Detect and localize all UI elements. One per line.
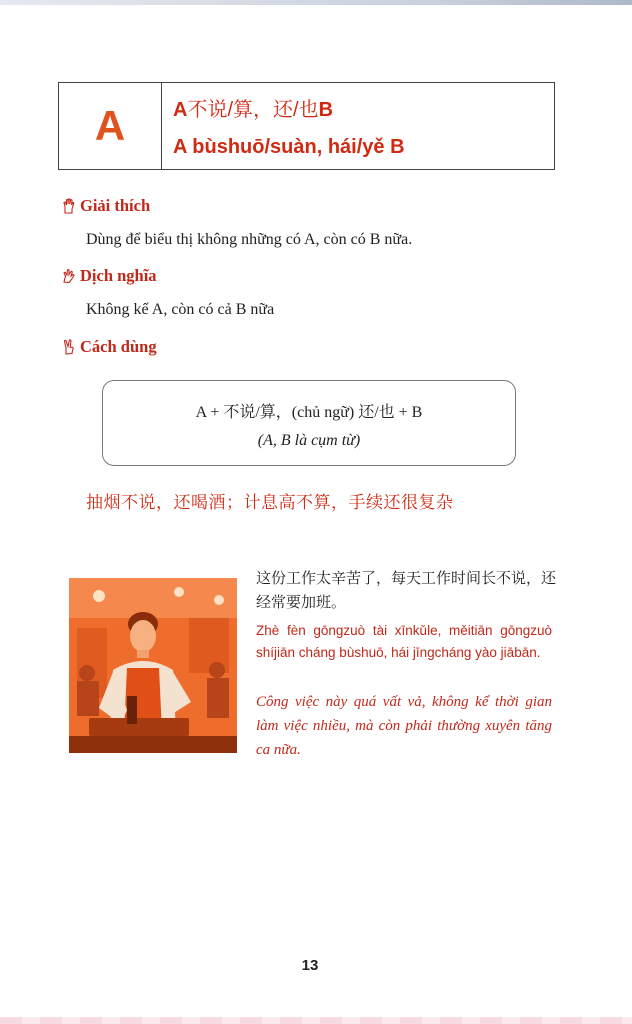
example2-chinese: 这份工作太辛苦了，每天工作时间长不说，还经常要加班。 [256,569,557,611]
example-sentence-chinese: 抽烟不说，还喝酒；计息高不算，手续还很复杂 [86,493,454,513]
worker-illustration-drawing [69,578,237,753]
header-letter-cell [59,83,162,169]
grammar-header-box [58,82,555,170]
formula-note: (A, B là cụm từ) [257,432,361,449]
header-pattern-b: B [318,99,334,121]
hand-icon [62,198,76,214]
section-usage-title [62,337,157,357]
section-meaning-text: Không kể A, còn có cả B nữa [86,301,275,318]
header-pattern-a: A [173,99,188,121]
formula-box [102,380,516,466]
hand-icon [62,268,76,284]
section-explanation-title [62,196,150,216]
header-pattern-middle: 不说/算，还/也 [187,99,319,121]
example2-vietnamese: Công việc này quá vất vả, không kể thời gian làm việc nhiều, mà còn phải thường xuyên tăng ca nữa. [256,694,552,758]
section-explanation-text: Dùng để biểu thị không những có A, còn có B nữa. [86,231,413,248]
page-bottom-edge [0,1017,632,1024]
header-letter: A [94,102,126,149]
header-pattern-chinese [173,93,333,122]
page-top-edge [0,0,632,5]
worker-illustration [69,578,237,753]
formula-structure: A + 不说/算，(chủ ngữ) 还/也 + B [195,404,423,421]
section-meaning-label: Dịch nghĩa [80,266,157,285]
header-pattern-pinyin: A bùshuō/suàn, hái/yě B [173,136,405,158]
victory-hand-icon [62,339,76,355]
page-number: 13 [301,957,319,974]
section-meaning-title [62,266,157,286]
section-usage-label: Cách dùng [80,337,157,356]
section-explanation-label: Giải thích [80,196,151,215]
example2-pinyin: Zhè fèn gōngzuò tài xīnkǔle, měitiān gōngzuò shíjiān cháng bùshuō, hái jīngcháng yào jiābān. [256,623,552,660]
